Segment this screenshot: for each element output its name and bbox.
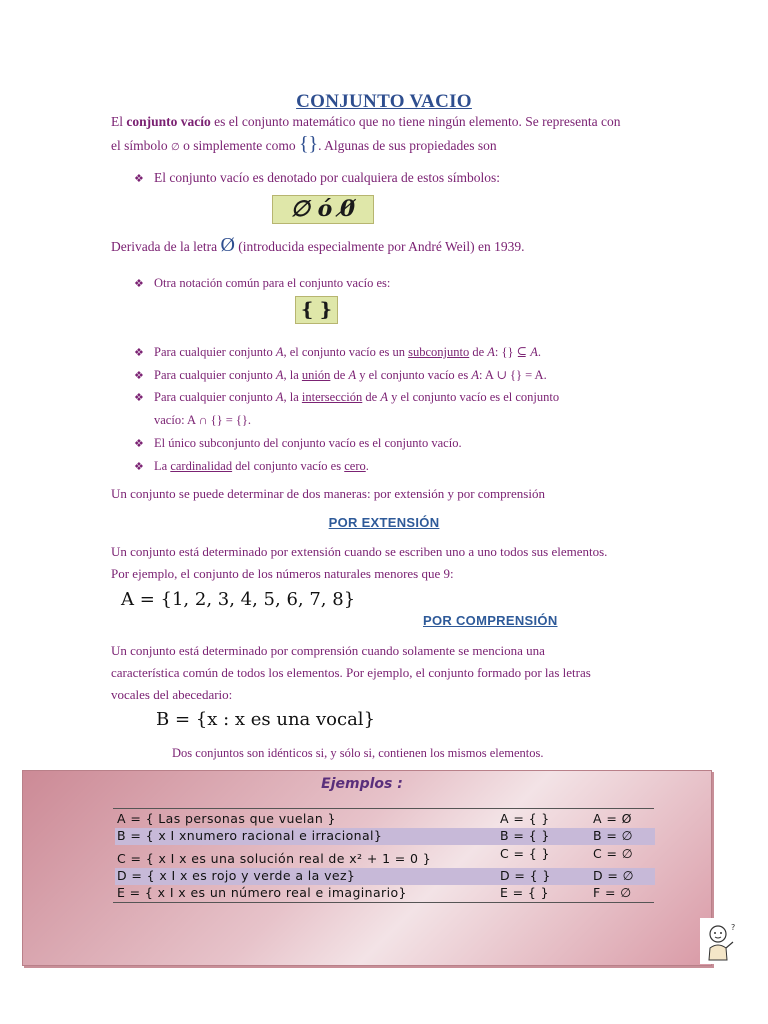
heading-por-extension: POR EXTENSIÓN: [328, 515, 440, 530]
comprension-paragraph: [111, 640, 591, 706]
bullet-text: Otra notación común para el conjunto vacío es:: [154, 276, 391, 290]
diamond-bullet-icon: ❖: [134, 392, 144, 404]
table-row: B = { x I xnumero racional e irracional} B = { } B = ∅: [115, 828, 655, 845]
extension-line-2: Por ejemplo, el conjunto de los números naturales menores que 9:: [111, 566, 454, 581]
comprension-line-3: vocales del abecedario:: [111, 687, 233, 702]
diamond-bullet-icon: ❖: [134, 173, 144, 185]
examples-title: Ejemplos :: [321, 776, 403, 792]
property-2: ❖ Para cualquier conjunto A, la unión de A y el conjunto vacío es A: A ∪ {} = A.: [134, 368, 547, 382]
table-row: A = { Las personas que vuelan } A = { } A = Ø: [117, 811, 632, 826]
link-subconjunto[interactable]: subconjunto: [408, 345, 470, 359]
property-3: ❖ Para cualquier conjunto A, la intersección de A y el conjunto vacío es el conjunto: [134, 390, 560, 404]
property-1: ❖ Para cualquier conjunto A, el conjunto vacío es un subconjunto de A: {} ⊆ A.: [134, 345, 542, 359]
bullet-text: El conjunto vacío es denotado por cualquiera de estos símbolos:: [154, 170, 501, 185]
intro-paragraph: [111, 111, 671, 159]
diamond-bullet-icon: ❖: [134, 278, 144, 290]
letter-o-slash: Ø: [220, 234, 235, 256]
link-cardinalidad[interactable]: cardinalidad: [170, 459, 233, 473]
table-bottom-rule: [113, 902, 654, 903]
identicos-line: Dos conjuntos son idénticos si, y sólo si, contienen los mismos elementos.: [172, 746, 544, 760]
diamond-bullet-icon: ❖: [134, 370, 144, 382]
link-cero[interactable]: cero: [344, 459, 366, 473]
property-3-cont: vacío: A ∩ {} = {}.: [154, 413, 252, 427]
link-interseccion[interactable]: intersección: [301, 390, 363, 404]
table-row: D = { x I x es rojo y verde a la vez} D = { } D = ∅: [115, 868, 655, 885]
bullet-symbols: [134, 170, 500, 186]
empty-set-symbol: ∅: [171, 142, 180, 153]
comprension-line-2: característica común de todos los elementos. Por ejemplo, el conjunto formado por las letras: [111, 665, 591, 680]
formula-extension: A = {1, 2, 3, 4, 5, 6, 7, 8}: [121, 589, 356, 610]
symbols-box: ∅ ó 0̸: [272, 195, 374, 224]
svg-text:?: ?: [731, 923, 736, 932]
diamond-bullet-icon: ❖: [134, 347, 144, 359]
comprension-line-1: Un conjunto está determinado por comprensión cuando solamente se menciona una: [111, 643, 545, 658]
property-5: ❖ La cardinalidad del conjunto vacío es cero.: [134, 459, 369, 473]
property-4: ❖ El único subconjunto del conjunto vacío es el conjunto vacío.: [134, 436, 462, 450]
braces-box: { }: [295, 296, 338, 324]
braces-symbol: {}: [298, 133, 319, 155]
table-row: C = { x I x es una solución real de x² + 1 = 0 } C = { } C = ∅: [117, 846, 634, 866]
formula-comprension: B = {x : x es una vocal}: [156, 709, 376, 730]
term-conjunto-vacio: conjunto vacío: [126, 114, 211, 129]
heading-por-comprension: POR COMPRENSIÓN: [423, 613, 558, 628]
intro-line-2: el símbolo ∅ o simplemente como {}. Algunas de sus propiedades son: [111, 133, 497, 155]
page-title: CONJUNTO VACIO: [296, 91, 472, 112]
diamond-bullet-icon: ❖: [134, 438, 144, 450]
cartoon-mascot-icon: [700, 918, 740, 964]
table-row: E = { x I x es un número real e imaginario} E = { } F = ∅: [117, 885, 632, 900]
diamond-bullet-icon: ❖: [134, 461, 144, 473]
bullet-notation: [134, 276, 390, 291]
derivada-line: Derivada de la letra Ø (introducida especialmente por André Weil) en 1939.: [111, 234, 525, 256]
determinar-line: Un conjunto se puede determinar de dos maneras: por extensión y por comprensión: [111, 486, 545, 501]
table-top-rule: [113, 808, 654, 809]
link-union[interactable]: unión: [301, 368, 331, 382]
extension-line-1: Un conjunto está determinado por extensión cuando se escriben uno a uno todos sus elementos.: [111, 544, 608, 559]
intro-line-1: El conjunto vacío es el conjunto matemático que no tiene ningún elemento. Se representa con: [111, 114, 621, 129]
extension-paragraph: [111, 541, 607, 585]
